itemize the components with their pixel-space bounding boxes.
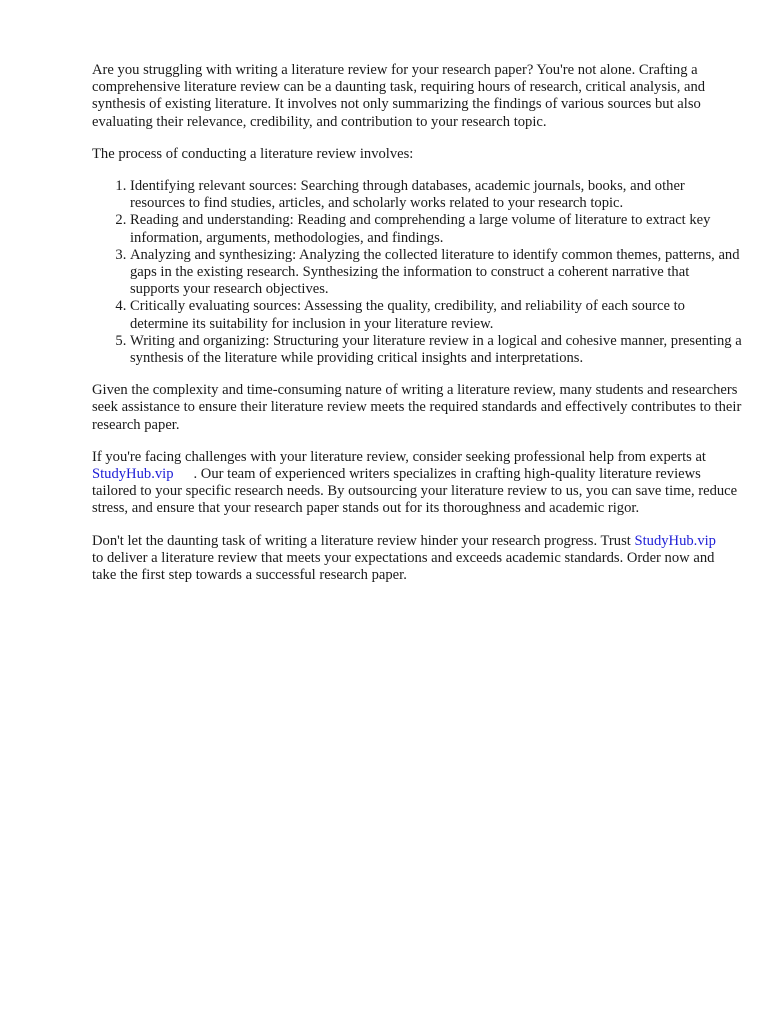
complexity-paragraph: Given the complexity and time-consuming nature of writing a literature review, many students and researchers seek assistance to ensure their literature review meets the required standards and effectively contributes to their research paper. [92, 382, 742, 433]
studyhub-link[interactable]: StudyHub.vip [92, 466, 174, 483]
process-lead-paragraph: The process of conducting a literature review involves: [92, 145, 414, 162]
help-text-before: If you're facing challenges with your literature review, consider seeking professional help from experts at [92, 448, 706, 465]
studyhub-link[interactable]: StudyHub.vip [634, 532, 716, 549]
list-item: 1. Identifying relevant sources: Searching through databases, academic journals, books, and other resources to find studies, articles, and scholarly works related to your research topic. [130, 178, 742, 212]
process-steps-list [92, 178, 742, 367]
closing-paragraph [92, 533, 742, 585]
list-item: 2. Reading and understanding: Reading and comprehending a large volume of literature to extract key information, arguments, methodologies, and findings. [130, 212, 742, 246]
list-item: 3. Analyzing and synthesizing: Analyzing the collected literature to identify common themes, patterns, and gaps in the existing research. Synthesizing the information to construct a coherent narrative that supports your research objectives. [130, 247, 742, 299]
help-paragraph [92, 449, 742, 518]
intro-paragraph: Are you struggling with writing a literature review for your research paper? You're not alone. Crafting a comprehensive literature review can be a daunting task, requiring hours of research, critical analysis, and synthesis of existing literature. It involves not only summarizing the findings of various sources but also evaluating their relevance, credibility, and contribution to your research topic. [92, 62, 706, 130]
help-text-after: . Our team of experienced writers specializes in crafting high-quality literature reviews tailored to your specific research needs. By outsourcing your literature review to us, you can save time, reduce stress, and ensure that your research paper stands out for its thoroughness and academic rigor. [92, 466, 738, 517]
closing-text-before: Don't let the daunting task of writing a literature review hinder your research progress. Trust [92, 532, 631, 549]
closing-text-after: to deliver a literature review that meets your expectations and exceeds academic standards. Order now and take the first step towards a successful research paper. [92, 549, 715, 584]
list-item: 4. Critically evaluating sources: Assessing the quality, credibility, and reliability of each source to determine its suitability for inclusion in your literature review. [130, 298, 742, 332]
document-body [92, 62, 742, 599]
list-item: 5. Writing and organizing: Structuring your literature review in a logical and cohesive manner, presenting a synthesis of the literature while providing critical insights and interpretations. [130, 333, 742, 367]
